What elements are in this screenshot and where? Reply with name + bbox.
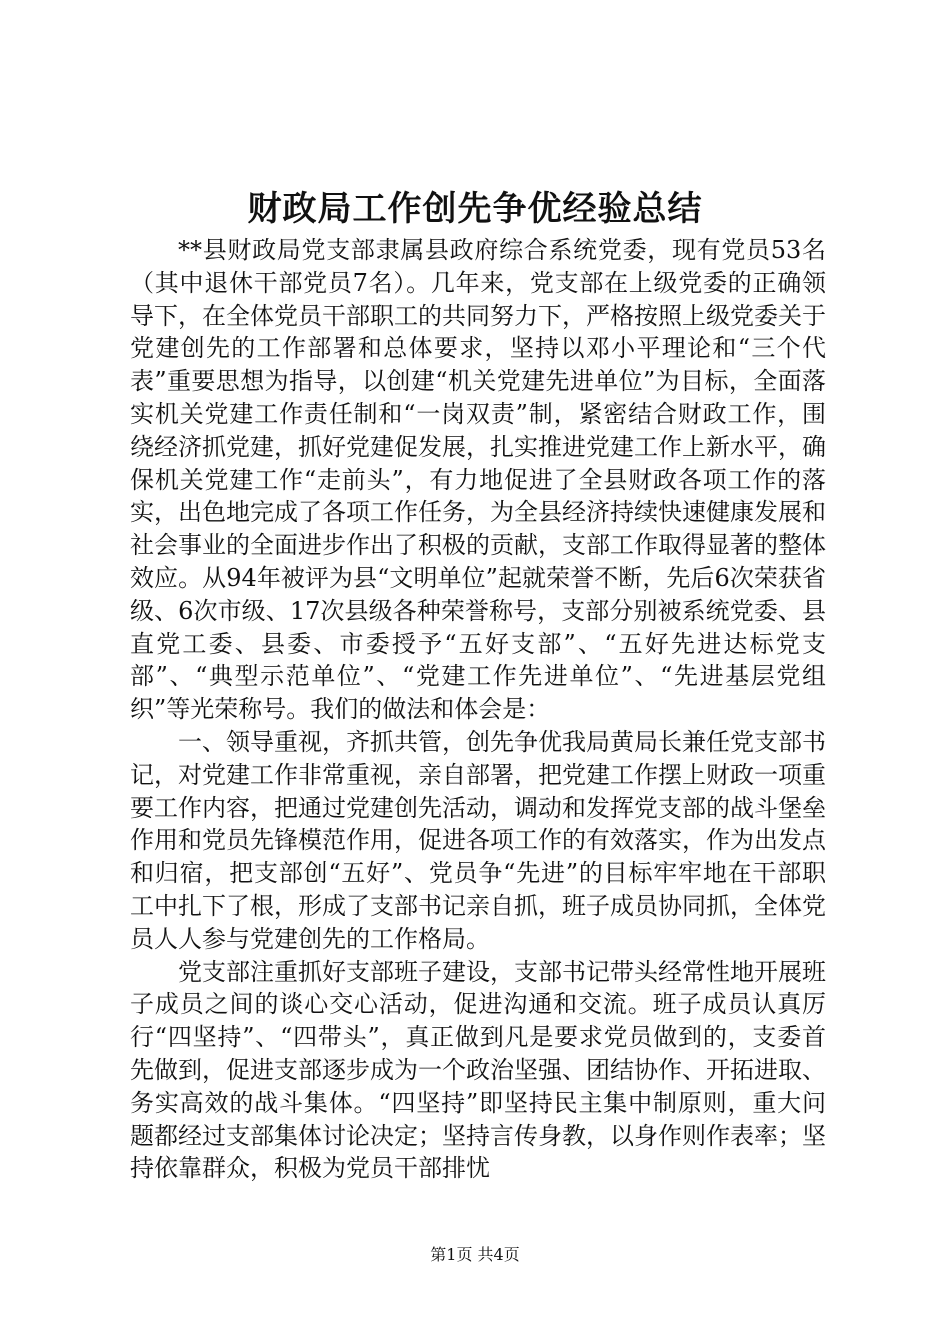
page-number-footer: 第1页 共4页 (430, 1245, 520, 1264)
document-title: 财政局工作创先争优经验总结 (247, 189, 703, 229)
paragraph-branch-building: 党支部注重抓好支部班子建设，支部书记带头经常性地开展班子成员之间的谈心交心活动，促进沟通和交流。班子成员认真厉行“四坚持”、“四带头”，真正做到凡是要求党员做到的，支委首先做到，促进支部逐步成为一个政治坚强、团结协作、开拓进取、务实高效的战斗集体。“四坚持”即坚持民主集中制原则，重大问题都经过支部集体讨论决定；坚持言传身教，以身作则作表率；坚持依靠群众，积极为党员干部排忧 (130, 957, 826, 1183)
paragraph-intro: **县财政局党支部隶属县政府综合系统党委，现有党员53名（其中退休干部党员7名）。几年来，党支部在上级党委的正确领导下，在全体党员干部职工的共同努力下，严格按照上级党委关于党建创先的工作部署和总体要求，坚持以邓小平理论和“三个代表”重要思想为指导，以创建“机关党建先进单位”为目标，全面落实机关党建工作责任制和“一岗双责”制，紧密结合财政工作，围绕经济抓党建，抓好党建促发展，扎实推进党建工作上新水平，确保机关党建工作“走前头”，有力地促进了全县财政各项工作的落实，出色地完成了各项工作任务，为全县经济持续快速健康发展和社会事业的全面进步作出了积极的贡献，支部工作取得显著的整体效应。从94年被评为县“文明单位”起就荣誉不断，先后6次荣获省级、6次市级、17次县级各种荣誉称号，支部分别被系统党委、县直党工委、县委、市委授予“五好支部”、“五好先进达标党支部”、“典型示范单位”、“党建工作先进单位”、“先进基层党组织”等光荣称号。我们的做法和体会是： (130, 236, 826, 724)
document-body (130, 234, 826, 1185)
paragraph-section-one: 一、领导重视，齐抓共管，创先争优我局黄局长兼任党支部书记，对党建工作非常重视，亲自部署，把党建工作摆上财政一项重要工作内容，把通过党建创先活动，调动和发挥党支部的战斗堡垒作用和党员先锋模范作用，促进各项工作的有效落实，作为出发点和归宿，把支部创“五好”、党员争“先进”的目标牢牢地在干部职工中扎下了根，形成了支部书记亲自抓，班子成员协同抓，全体党员人人参与党建创先的工作格局。 (130, 727, 826, 953)
